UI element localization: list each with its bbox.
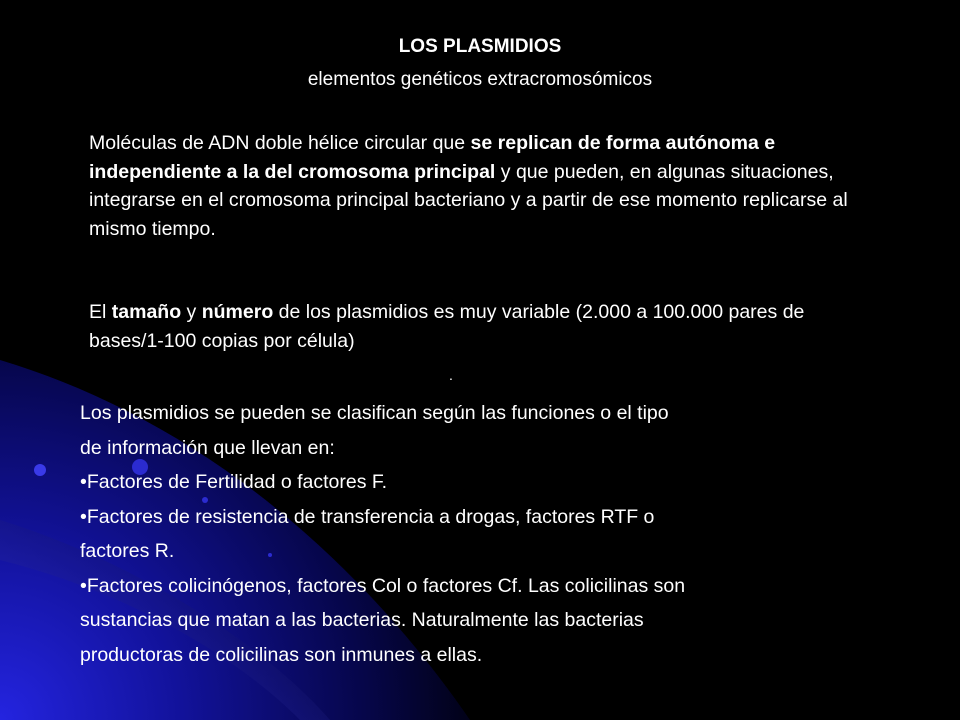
classification-list [80, 396, 880, 672]
text-run: y [181, 301, 202, 323]
list-line: sustancias que matan a las bacterias. Naturalmente las bacterias [80, 609, 644, 631]
text-run: El [89, 301, 112, 323]
text-run: de los plasmidios es muy variable (2.000 a 100.000 pares de bases/1-100 copias por célula) [89, 301, 805, 352]
bold-text: se replican de forma autónoma e independiente a la del cromosoma principal [89, 132, 776, 183]
list-item: •Factores colicinógenos, factores Col o factores Cf. Las colicilinas son [80, 574, 686, 597]
list-item: •Factores de Fertilidad o factores F. [80, 471, 388, 493]
bold-text: número [201, 301, 274, 323]
slide-subtitle: elementos genéticos extracromosómicos [307, 69, 653, 90]
list-line: de información que llevan en: [80, 436, 335, 459]
size-paragraph [89, 298, 879, 355]
definition-paragraph [89, 129, 879, 243]
list-line: factores R. [80, 540, 175, 562]
list-line: Los plasmidios se pueden se clasifican según las funciones o el tipo [80, 402, 669, 424]
list-line: productoras de colicilinas son inmunes a ellas. [80, 643, 483, 666]
bold-text: tamaño [111, 301, 182, 323]
text-run: Moléculas de ADN doble hélice circular que [89, 132, 471, 154]
separator-dot: . [449, 367, 453, 383]
text-run: y que pueden, en algunas situaciones, integrarse en el cromosoma principal bacteriano y a partir de ese momento replicarse al mismo tiempo. [89, 160, 848, 240]
slide-title: LOS PLASMIDIOS [398, 36, 562, 57]
list-item: •Factores de resistencia de transferencia a drogas, factores RTF o [80, 505, 655, 528]
